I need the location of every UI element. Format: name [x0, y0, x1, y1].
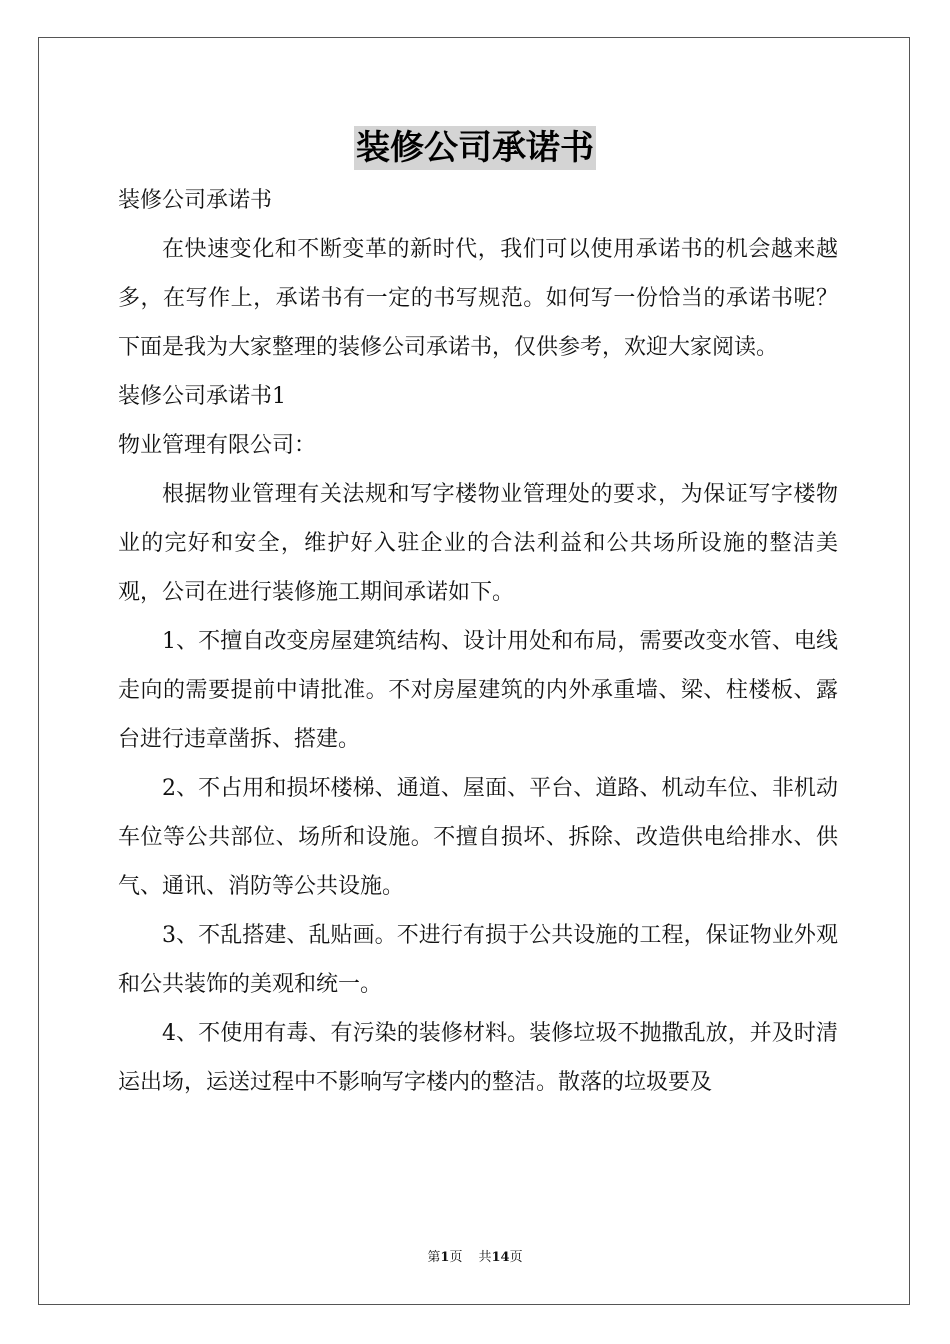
page-number: 1 — [440, 1250, 450, 1265]
document-body — [118, 176, 838, 1107]
page-footer — [0, 1246, 950, 1265]
total-pages: 14 — [491, 1250, 510, 1265]
paragraph: 装修公司承诺书1 — [118, 384, 286, 409]
title-container — [0, 126, 950, 170]
paragraph: 在快速变化和不断变革的新时代，我们可以使用承诺书的机会越来越多，在写作上，承诺书有一定的书写规范。如何写一份恰当的承诺书呢？下面是我为大家整理的装修公司承诺书，仅供参考，欢迎大家阅读。 — [118, 237, 838, 360]
paragraph: 物业管理有限公司： — [118, 433, 317, 458]
paragraph: 4、不使用有毒、有污染的装修材料。装修垃圾不抛撒乱放，并及时清运出场，运送过程中不影响写字楼内的整洁。散落的垃圾要及 — [118, 1021, 838, 1095]
paragraph: 3、不乱搭建、乱贴画。不进行有损于公共设施的工程，保证物业外观和公共装饰的美观和统一。 — [118, 923, 838, 997]
paragraph: 装修公司承诺书 — [118, 188, 273, 213]
paragraph: 1、不擅自改变房屋建筑结构、设计用处和布局，需要改变水管、电线走向的需要提前中请批准。不对房屋建筑的内外承重墙、梁、柱楼板、露台进行违章凿拆、搭建。 — [118, 629, 838, 752]
paragraph: 2、不占用和损坏楼梯、通道、屋面、平台、道路、机动车位、非机动车位等公共部位、场所和设施。不擅自损坏、拆除、改造供电给排水、供气、通讯、消防等公共设施。 — [118, 776, 838, 899]
total-suffix: 页 — [509, 1250, 523, 1265]
document-title: 装修公司承诺书 — [356, 128, 594, 168]
paragraph: 根据物业管理有关法规和写字楼物业管理处的要求，为保证写字楼物业的完好和安全，维护好入驻企业的合法利益和公共场所设施的整洁美观，公司在进行装修施工期间承诺如下。 — [118, 482, 838, 605]
total-prefix: 共 — [478, 1250, 492, 1265]
page-prefix: 第 — [427, 1250, 441, 1265]
page-suffix: 页 — [449, 1250, 463, 1265]
